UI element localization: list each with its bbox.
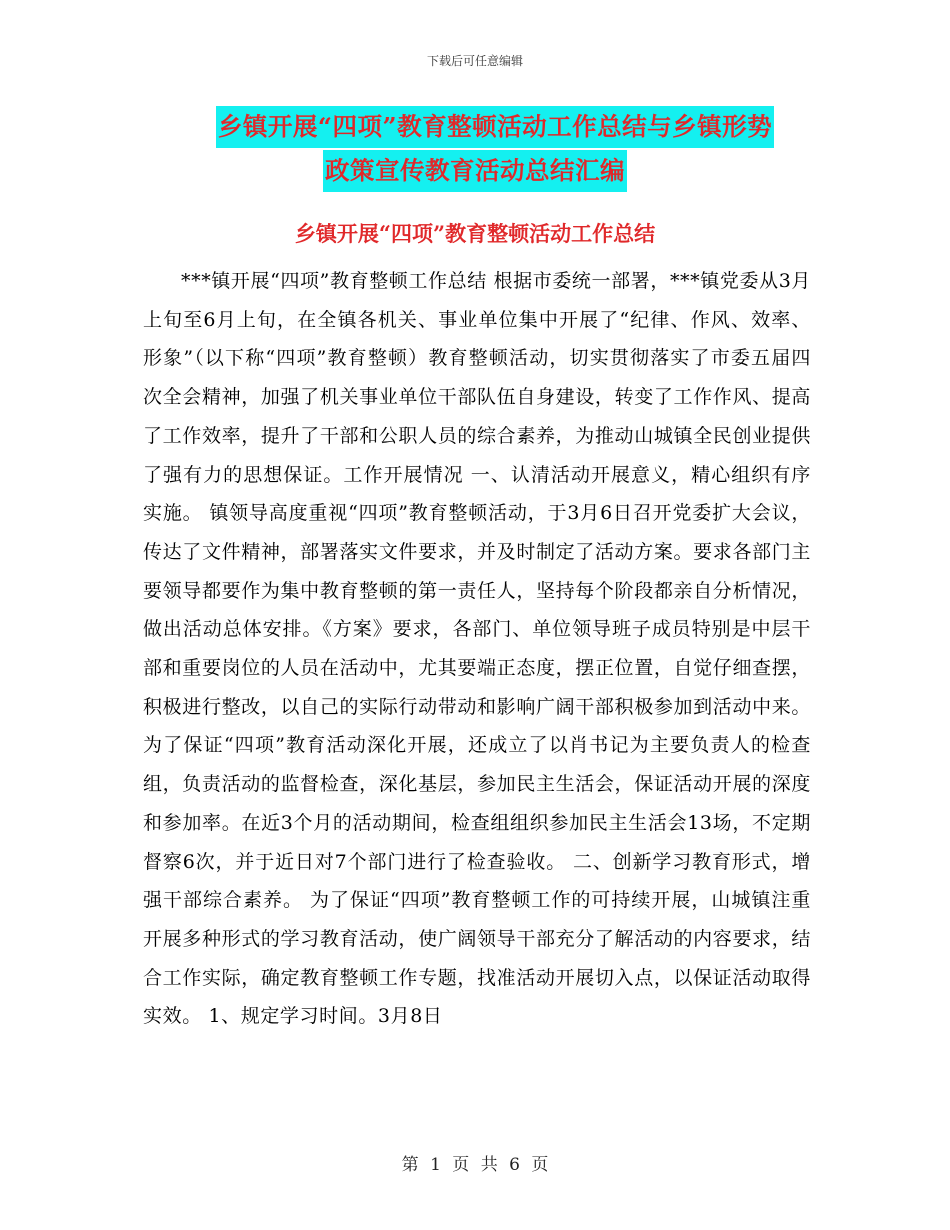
document-title-line-2: 政策宣传教育活动总结汇编: [323, 150, 627, 192]
document-title-line-1: 乡镇开展“四项”教育整顿活动工作总结与乡镇形势: [216, 106, 774, 148]
page-number-footer: 第 1 页 共 6 页: [401, 1155, 549, 1175]
header-note: 下载后可任意编辑: [426, 54, 523, 68]
document-title: [0, 106, 950, 192]
section-title: 乡镇开展“四项”教育整顿活动工作总结: [294, 221, 656, 246]
body-paragraph: ***镇开展“四项”教育整顿工作总结 根据市委统一部署，***镇党委从3月上旬至6月上旬，在全镇各机关、事业单位集中开展了“纪律、作风、效率、形象”（以下称“四项”教育整顿）教育整顿活动，切实贯彻落实了市委五届四次全会精神，加强了机关事业单位干部队伍自身建设，转变了工作作风、提高了工作效率，提升了干部和公职人员的综合素养，为推动山城镇全民创业提供了强有力的思想保证。工作开展情况 一、认清活动开展意义，精心组织有序实施。 镇领导高度重视“四项”教育整顿活动，于3月6日召开党委扩大会议，传达了文件精神，部署落实文件要求，并及时制定了活动方案。要求各部门主要领导都要作为集中教育整顿的第一责任人，坚持每个阶段都亲自分析情况，做出活动总体安排。《方案》要求，各部门、单位领导班子成员特别是中层干部和重要岗位的人员在活动中，尤其要端正态度，摆正位置，自觉仔细查摆，积极进行整改，以自己的实际行动带动和影响广阔干部积极参加到活动中来。为了保证“四项”教育活动深化开展，还成立了以肖书记为主要负责人的检查组，负责活动的监督检查，深化基层，参加民主生活会，保证活动开展的深度和参加率。在近3个月的活动期间，检查组组织参加民主生活会13场，不定期督察6次，并于近日对7个部门进行了检查验收。 二、创新学习教育形式，增强干部综合素养。 为了保证“四项”教育整顿工作的可持续开展，山城镇注重开展多种形式的学习教育活动，使广阔领导干部充分了解活动的内容要求，结合工作实际，确定教育整顿工作专题，找准活动开展切入点，以保证活动取得实效。 1、规定学习时间。3月8日: [143, 270, 811, 1028]
